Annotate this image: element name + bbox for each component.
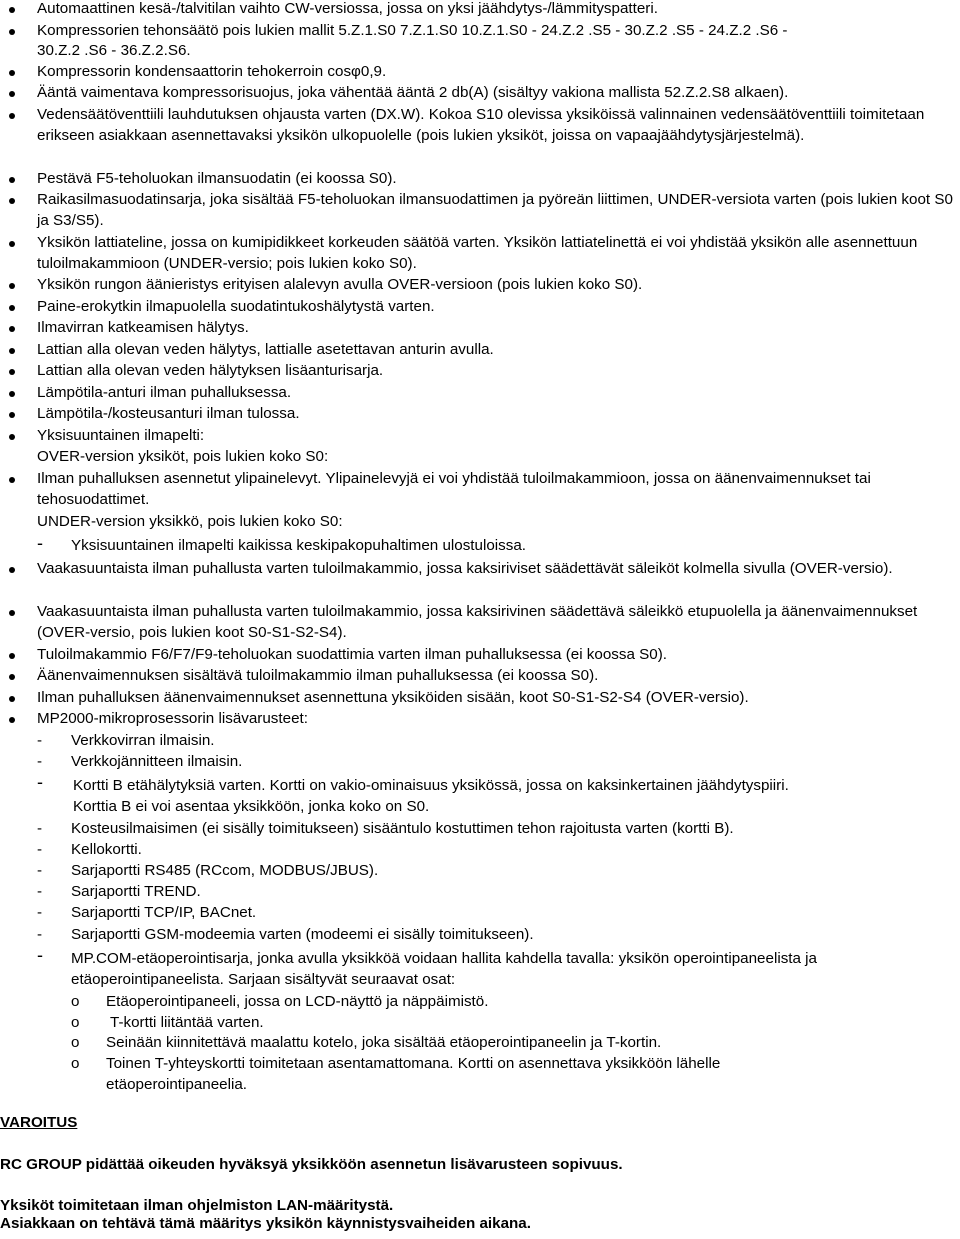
dash-item-text: Sarjaportti TCP/IP, BACnet. (71, 904, 257, 921)
lan-notice-line-1: Yksiköt toimitetaan ilman ohjelmiston LAN-määritystä. (0, 1197, 394, 1214)
circle-item-text: Seinään kiinnitettävä maalattu kotelo, joka sisältää etäoperointipaneelin ja T-kortin. (106, 1034, 662, 1051)
bullet-icon (9, 70, 15, 76)
circle-marker: o (71, 1055, 80, 1072)
list-item-text: Lattian alla olevan veden hälytys, lattialle asetettavan anturin avulla. (37, 341, 494, 358)
circle-item-text: T-kortti liitäntää varten. (110, 1014, 264, 1031)
bullet-icon (9, 434, 15, 440)
bullet-icon (9, 674, 15, 680)
bullet-icon (9, 369, 15, 375)
dash-marker: - (37, 772, 43, 792)
dash-marker: - (37, 904, 43, 921)
list-item-text: Lämpötila-anturi ilman puhalluksessa. (37, 384, 292, 401)
dash-item-text-continued: etäoperointipaneelista. Sarjaan sisältyvät seuraavat osat: (71, 971, 456, 988)
list-item-text: Ilman puhalluksen asennetut ylipainelevyt. Ylipainelevyjä ei voi yhdistää tuloilmakammioon, jossa on äänenvaimennukset tai tehosuodattimet. (37, 470, 871, 509)
circle-item-text: Toinen T-yhteyskortti toimitetaan asentamattomana. Kortti on asennettava yksikköön lähelle (106, 1055, 721, 1072)
dash-item-text: Yksisuuntainen ilmapelti kaikissa keskipakopuhaltimen ulostuloissa. (71, 537, 527, 554)
list-item-subheading: OVER-version yksiköt, pois lukien koko S0: (37, 448, 329, 465)
list-item-text: Ilman puhalluksen äänenvaimennukset asennettuna yksiköiden sisään, koot S0-S1-S2-S4 (OVER-versio). (37, 689, 749, 706)
bullet-icon (9, 241, 15, 247)
bullet-icon (9, 653, 15, 659)
list-item-text: Äänenvaimennuksen sisältävä tuloilmakammio ilman puhalluksessa (ei koossa S0). (37, 667, 599, 684)
list-item-text: Tuloilmakammio F6/F7/F9-teholuokan suodattimia varten ilman puhalluksessa (ei koossa S0). (37, 646, 667, 663)
dash-item-text-continued: Korttia B ei voi asentaa yksikköön, jonka koko on S0. (73, 798, 430, 815)
dash-marker: - (37, 883, 43, 900)
dash-item-text: MP.COM-etäoperointisarja, jonka avulla yksikköä voidaan hallita kahdella tavalla: yksikön operointipaneelista ja (71, 950, 818, 967)
bullet-icon (9, 348, 15, 354)
bullet-icon (9, 326, 15, 332)
dash-item-text: Sarjaportti TREND. (71, 883, 201, 900)
dash-item-text: Verkkojännitteen ilmaisin. (71, 753, 243, 770)
circle-marker: o (71, 1034, 80, 1051)
list-item-text: Yksisuuntainen ilmapelti: (37, 427, 205, 444)
list-item-text: Lämpötila-/kosteusanturi ilman tulossa. (37, 405, 300, 422)
dash-marker: - (37, 753, 43, 770)
dash-marker: - (37, 820, 43, 837)
list-item-text: Automaattinen kesä-/talvitilan vaihto CW-versiossa, jossa on yksi jäähdytys-/lämmityspatteri. (37, 0, 658, 17)
bullet-icon (9, 177, 15, 183)
circle-marker: o (71, 993, 80, 1010)
bullet-icon (9, 305, 15, 311)
bullet-icon (9, 29, 15, 35)
list-item-text: Lattian alla olevan veden hälytyksen lisäanturisarja. (37, 362, 384, 379)
circle-item-text: Etäoperointipaneeli, jossa on LCD-näyttö ja näppäimistö. (106, 993, 489, 1010)
circle-marker: o (71, 1014, 80, 1031)
rc-group-notice: RC GROUP pidättää oikeuden hyväksyä yksikköön asennetun lisävarusteen sopivuus. (0, 1156, 623, 1173)
bullet-icon (9, 477, 15, 483)
list-item-text: Ilmavirran katkeamisen hälytys. (37, 319, 249, 336)
bullet-icon (9, 717, 15, 723)
dash-item-text: Sarjaportti GSM-modeemia varten (modeemi ei sisälly toimitukseen). (71, 926, 534, 943)
bullet-icon (9, 91, 15, 97)
dash-marker: - (37, 945, 43, 965)
list-item-text: Vedensäätöventtiili lauhdutuksen ohjausta varten (DX.W). Kokoa S10 olevissa yksiköissä valinnainen vedensäätöventtiili toimitetaan erikseen asiakkaan asennettavaksi yksikön ulkopuolelle (pois lukien yksiköt, joissa on vapaajäähdytysjärjestelmä). (37, 106, 925, 145)
bullet-icon (9, 696, 15, 702)
list-item-subheading: UNDER-version yksikkö, pois lukien koko S0: (37, 513, 343, 530)
list-item-text: Vaakasuuntaista ilman puhallusta varten tuloilmakammio, jossa kaksiriviset säädettävät säleiköt kolmella sivulla (OVER-versio). (37, 560, 893, 577)
dash-item-text: Kellokortti. (71, 841, 142, 858)
list-item-text: Vaakasuuntaista ilman puhallusta varten tuloilmakammio, jossa kaksirivinen säädettävä säleikkö etupuolella ja äänenvaimennukset (OVER-versio, pois lukien koot S0-S1-S2-S4). (37, 603, 918, 642)
list-item-text: Yksikön lattiateline, jossa on kumipidikkeet korkeuden säätöä varten. Yksikön lattiatelinettä ei voi yhdistää yksikön alle asennettuun tuloilmakammioon (UNDER-versio; pois lukien koko S0). (37, 234, 918, 273)
list-item-text: Raikasilmasuodatinsarja, joka sisältää F5-teholuokan ilmansuodattimen ja pyöreän liittimen, UNDER-versiota varten (pois lukien koot S0 ja S3/S5). (37, 191, 953, 230)
bullet-icon (9, 283, 15, 289)
dash-item-text: Sarjaportti RS485 (RCcom, MODBUS/JBUS). (71, 862, 379, 879)
list-item-text: Kompressorien tehonsäätö pois lukien mallit 5.Z.1.S0 7.Z.1.S0 10.Z.1.S0 - 24.Z.2 .S5 - 30.Z.2 .S5 - 24.Z.2 .S6 - (37, 22, 788, 39)
list-item-text: Paine-erokytkin ilmapuolella suodatintukoshälytystä varten. (37, 298, 435, 315)
list-item-text-continued: 30.Z.2 .S6 - 36.Z.2.S6. (37, 42, 191, 59)
bullet-icon (9, 610, 15, 616)
dash-item-text: Kosteusilmaisimen (ei sisälly toimitukseen) sisääntulo kostuttimen tehon rajoitusta varten (kortti B). (71, 820, 734, 837)
dash-marker: - (37, 841, 43, 858)
circle-item-text-continued: etäoperointipaneelia. (106, 1076, 248, 1093)
dash-marker: - (37, 926, 43, 943)
list-item-text: Ääntä vaimentava kompressorisuojus, joka vähentää ääntä 2 db(A) (sisältyy vakiona mallista 52.Z.2.S8 alkaen). (37, 84, 789, 101)
bullet-icon (9, 113, 15, 119)
dash-item-text: Kortti B etähälytyksiä varten. Kortti on vakio-ominaisuus yksikössä, jossa on kaksinkertainen jäähdytyspiiri. (73, 777, 789, 794)
dash-marker: - (37, 533, 43, 553)
list-item-text: Pestävä F5-teholuokan ilmansuodatin (ei koossa S0). (37, 170, 397, 187)
bullet-icon (9, 567, 15, 573)
bullet-icon (9, 412, 15, 418)
dash-marker: - (37, 862, 43, 879)
lan-notice-line-2: Asiakkaan on tehtävä tämä määritys yksikön käynnistysvaiheiden aikana. (0, 1215, 531, 1232)
dash-marker: - (37, 732, 43, 749)
list-item-text: Kompressorin kondensaattorin tehokerroin cosφ0,9. (37, 63, 387, 80)
list-item-text: MP2000-mikroprosessorin lisävarusteet: (37, 710, 308, 727)
list-item-text: Yksikön rungon äänieristys erityisen alalevyn avulla OVER-versioon (pois lukien koko S0). (37, 276, 643, 293)
warning-heading: VAROITUS (0, 1114, 78, 1131)
bullet-icon (9, 198, 15, 204)
bullet-icon (9, 7, 15, 13)
dash-item-text: Verkkovirran ilmaisin. (71, 732, 215, 749)
bullet-icon (9, 391, 15, 397)
